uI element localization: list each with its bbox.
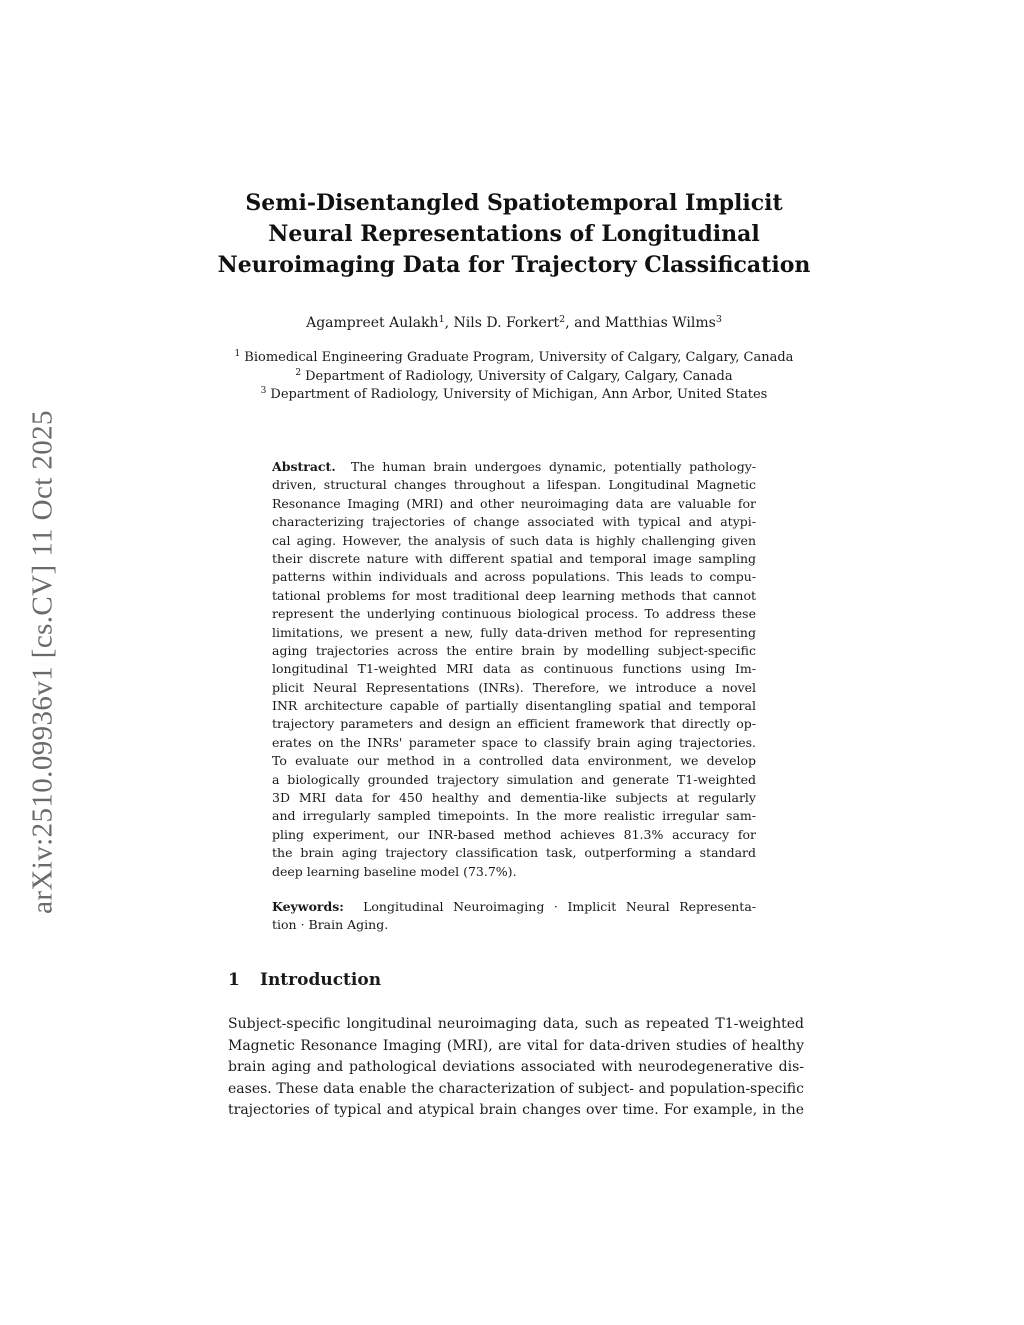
abstract-line: represent the underlying continuous biological process. To address these <box>272 606 756 622</box>
body-line: Subject-specific longitudinal neuroimaging data, such as repeated T1-weighted <box>228 1016 804 1032</box>
keywords-text: Longitudinal Neuroimaging · Implicit Neural Representa- <box>363 899 756 914</box>
arxiv-identifier-stamp: arXiv:2510.09936v1 [cs.CV] 11 Oct 2025 <box>26 410 59 914</box>
abstract-line: To evaluate our method in a controlled data environment, we develop <box>272 753 756 769</box>
affiliation-text: Department of Radiology, University of Michigan, Ann Arbor, United States <box>270 387 768 402</box>
author-name: Agampreet Aulakh <box>306 315 439 331</box>
author-separator: , and <box>565 315 605 331</box>
abstract-line: Resonance Imaging (MRI) and other neuroimaging data are valuable for <box>272 495 756 511</box>
author-list <box>200 313 828 333</box>
abstract-line: plicit Neural Representations (INRs). Therefore, we introduce a novel <box>272 679 756 695</box>
title-line: Neural Representations of Longitudinal <box>268 221 760 247</box>
abstract-line <box>272 458 756 476</box>
abstract-line: cal aging. However, the analysis of such data is highly challenging given <box>272 532 756 548</box>
keywords-line: tion · Brain Aging. <box>272 917 389 933</box>
abstract-line: limitations, we present a new, fully data-driven method for representing <box>272 624 756 640</box>
abstract-line: longitudinal T1-weighted MRI data as continuous functions using Im- <box>272 661 756 677</box>
keywords-label: Keywords: <box>272 899 344 914</box>
section-heading-introduction <box>228 968 808 992</box>
abstract-line: characterizing trajectories of change associated with typical and atypi- <box>272 514 756 530</box>
author-name: Matthias Wilms <box>604 315 716 331</box>
abstract-line: the brain aging trajectory classification task, outperforming a standard <box>272 845 756 861</box>
title-line: Neuroimaging Data for Trajectory Classification <box>217 252 811 278</box>
keywords-line <box>272 898 756 916</box>
abstract-line: INR architecture capable of partially disentangling spatial and temporal <box>272 698 756 714</box>
abstract-line: and irregularly sampled timepoints. In the more realistic irregular sam- <box>272 808 756 824</box>
affiliation <box>200 349 828 368</box>
abstract-label: Abstract. <box>272 459 336 474</box>
author-separator: , <box>444 315 454 331</box>
affiliation <box>200 386 828 405</box>
author-affiliation-mark: 2 <box>559 314 566 325</box>
abstract-line: pling experiment, our INR-based method achieves 81.3% accuracy for <box>272 826 756 842</box>
affiliation <box>200 368 828 387</box>
affiliation-number: 1 <box>234 349 241 359</box>
affiliation-list <box>200 349 828 405</box>
abstract-line: driven, structural changes throughout a lifespan. Longitudinal Magnetic <box>272 477 756 493</box>
affiliation-number: 2 <box>295 367 302 378</box>
affiliation-number: 3 <box>260 386 267 396</box>
body-line: brain aging and pathological deviations associated with neurodegenerative dis- <box>228 1059 804 1075</box>
affiliation-text: Department of Radiology, University of Calgary, Calgary, Canada <box>305 368 733 384</box>
abstract-line: deep learning baseline model (73.7%). <box>272 863 517 879</box>
paper-title <box>200 188 828 281</box>
body-line: eases. These data enable the characterization of subject- and population-specific <box>228 1080 804 1097</box>
abstract-line: tational problems for most traditional deep learning methods that cannot <box>272 587 756 603</box>
abstract-text: The human brain undergoes dynamic, potentially pathology- <box>350 459 756 474</box>
section-title: Introduction <box>260 970 382 990</box>
abstract-line: a biologically grounded trajectory simulation and generate T1-weighted <box>272 771 756 787</box>
body-line: Magnetic Resonance Imaging (MRI), are vital for data-driven studies of healthy <box>228 1037 804 1054</box>
author-name: Nils D. Forkert <box>453 315 560 331</box>
section-number: 1 <box>228 970 240 990</box>
keywords <box>272 898 756 935</box>
abstract <box>272 458 756 881</box>
abstract-line: erates on the INRs' parameter space to classify brain aging trajectories. <box>272 734 756 750</box>
abstract-line: patterns within individuals and across populations. This leads to compu- <box>272 569 756 585</box>
body-line: trajectories of typical and atypical brain changes over time. For example, in the <box>228 1102 804 1118</box>
abstract-line: trajectory parameters and design an efficient framework that directly op- <box>272 716 756 732</box>
introduction-paragraph <box>228 1014 804 1122</box>
author-affiliation-mark: 1 <box>438 314 445 325</box>
abstract-line: aging trajectories across the entire brain by modelling subject-specific <box>272 642 756 658</box>
affiliation-text: Biomedical Engineering Graduate Program, University of Calgary, Calgary, Canada <box>244 350 794 365</box>
author-affiliation-mark: 3 <box>715 314 722 325</box>
abstract-line: 3D MRI data for 450 healthy and dementia-like subjects at regularly <box>272 790 756 806</box>
title-line: Semi-Disentangled Spatiotemporal Implicit <box>245 190 783 216</box>
abstract-line: their discrete nature with different spatial and temporal image sampling <box>272 550 756 566</box>
